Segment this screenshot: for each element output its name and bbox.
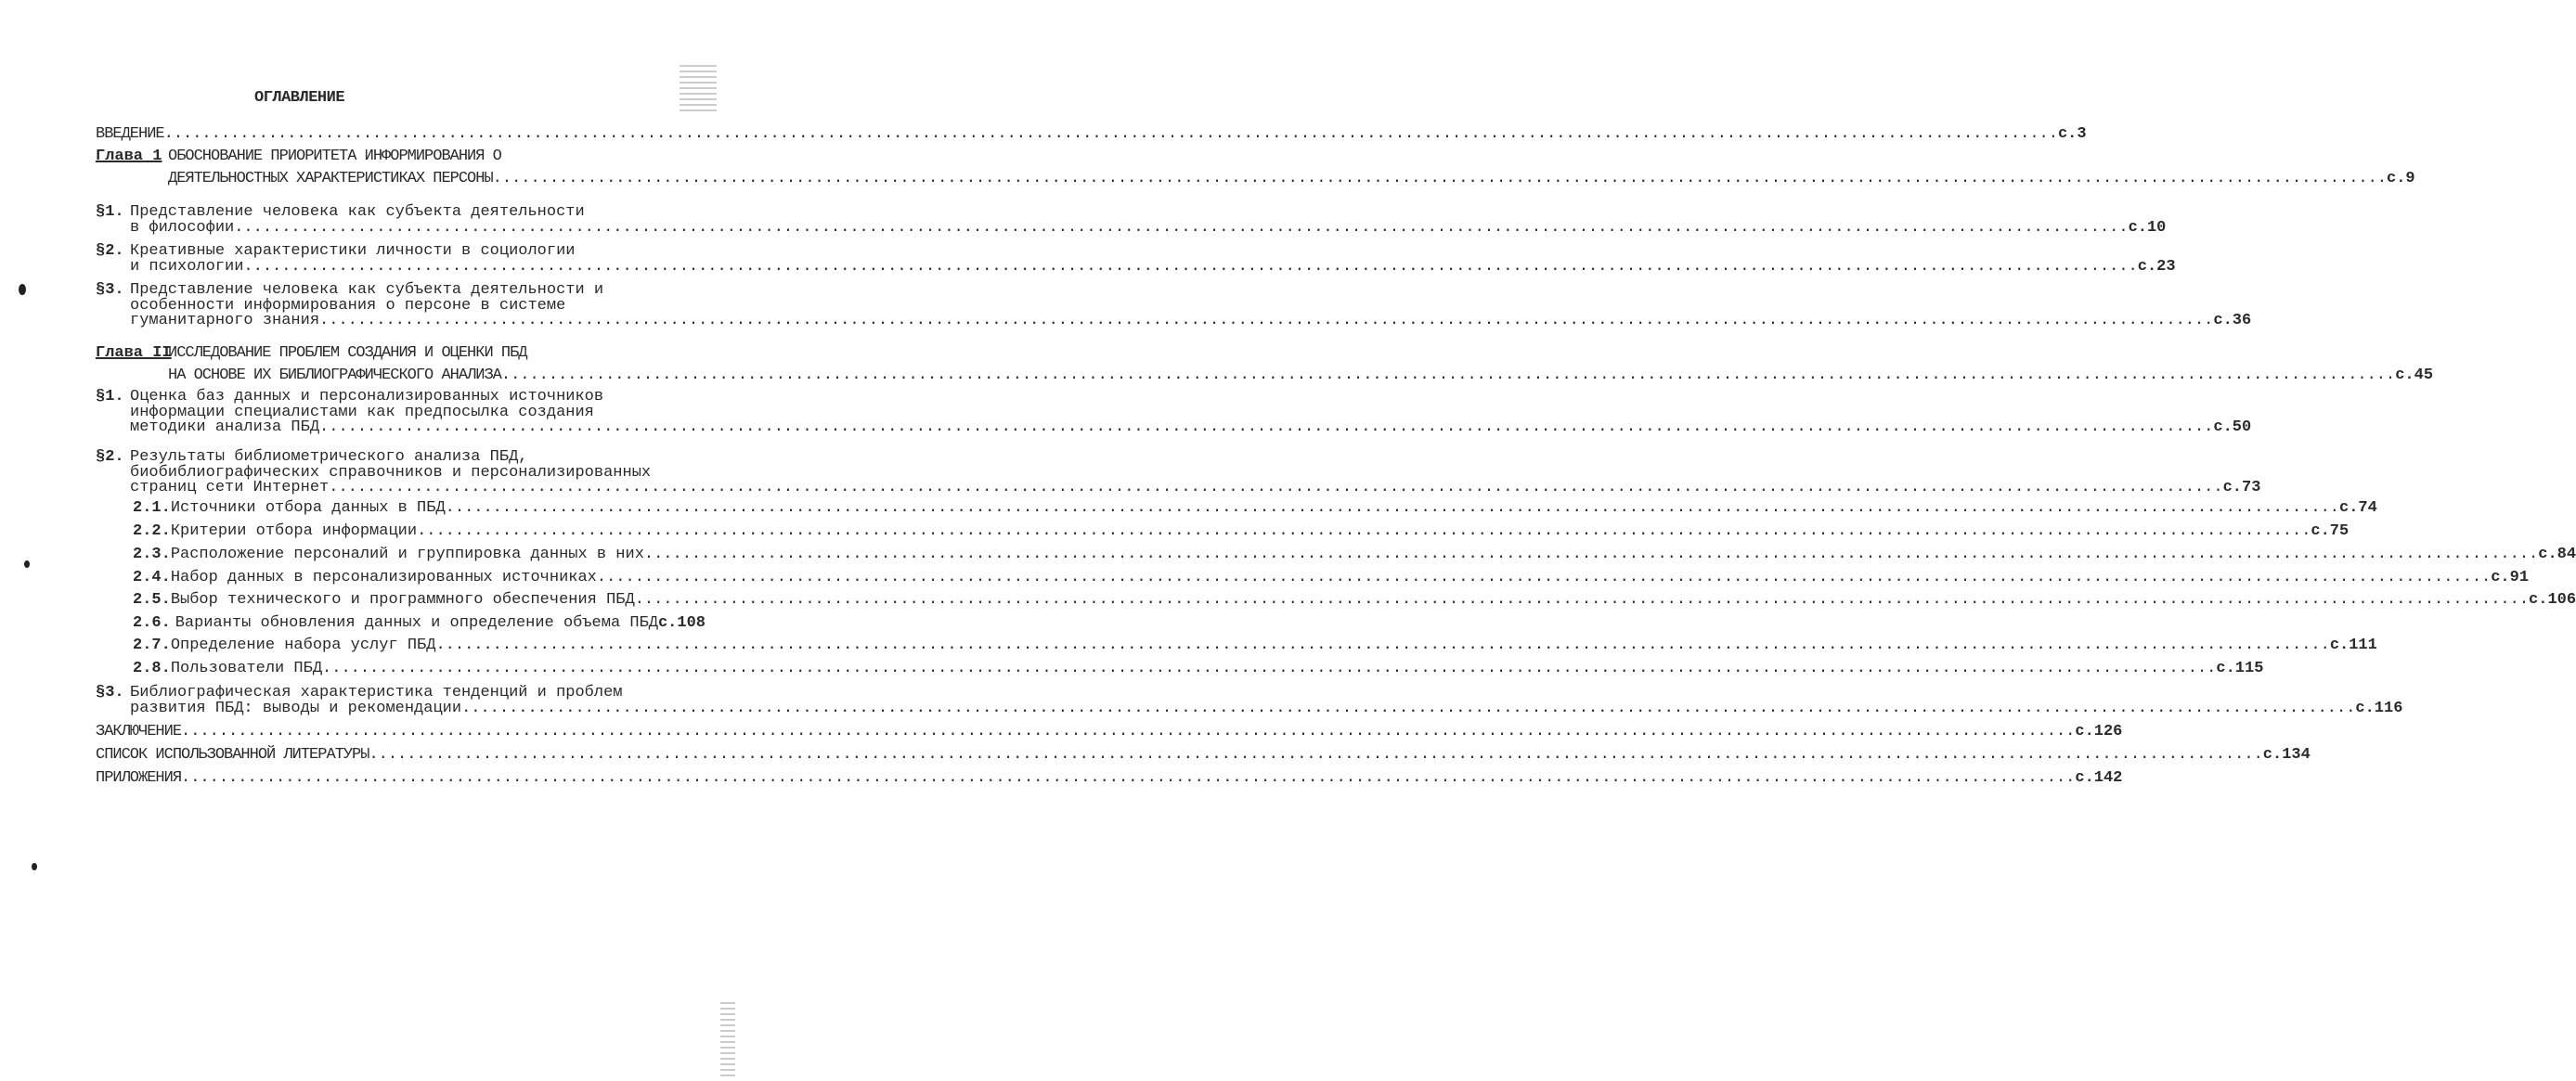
toc-entry-label: 2.4.: [133, 569, 171, 586]
toc-entry-text: в философии: [130, 218, 235, 237]
page-number: с.106: [2529, 591, 2576, 609]
toc-entry-label: §2.: [96, 242, 124, 260]
dot-leader: ........................................................................................................................................................................................................: [643, 546, 2539, 563]
page-number: с.74: [2339, 499, 2377, 517]
toc-entry-text: Варианты обновления данных и определение объема ПБД: [175, 614, 658, 632]
toc-entry: [133, 546, 2576, 563]
toc-entry-line: [96, 685, 705, 701]
dot-leader: ........................................................................................................................................................................................................: [461, 699, 2356, 717]
dot-leader: ........................................................................................................................................................................................................: [417, 522, 2311, 540]
toc-entry-line: [130, 465, 705, 481]
toc-entry-text: ИССЛЕДОВАНИЕ ПРОБЛЕМ СОЗДАНИЯ И ОЦЕНКИ ПБД: [168, 344, 527, 362]
toc-entry-label: 2.5.: [133, 591, 171, 609]
toc-entry: [133, 522, 2349, 540]
page-number: с.126: [2075, 723, 2123, 740]
toc-entry: [133, 615, 705, 631]
toc-entry-text: методики анализа ПБД: [130, 418, 320, 436]
page-number: с.115: [2216, 660, 2264, 677]
toc-entry-line: [96, 389, 705, 405]
page-number: с.45: [2395, 367, 2434, 384]
page-number: с.36: [2213, 312, 2252, 329]
toc-entry: [133, 660, 2264, 677]
toc-entry-text: Набор данных в персонализированных источниках: [170, 569, 597, 586]
toc-entry-text: и психологии: [130, 257, 244, 276]
page-number: с.91: [2491, 569, 2530, 586]
scan-noise: [720, 1002, 735, 1076]
toc-entry-label: 2.1.: [133, 499, 171, 517]
dot-leader: ........................................................................................................................................................................................................: [181, 723, 2076, 740]
toc-entry-text: ПРИЛОЖЕНИЯ: [96, 769, 182, 787]
toc-entry: [96, 125, 2087, 143]
toc-entry: [130, 257, 2176, 276]
toc-entry-label: 2.3.: [133, 546, 171, 563]
dot-leader: ........................................................................................................................................................................................................: [163, 125, 2058, 143]
page-number: с.73: [2222, 479, 2261, 496]
toc-entry: [168, 367, 2434, 384]
toc-entry-text: Определение набора услуг ПБД: [170, 637, 436, 654]
page-number: с.10: [2128, 218, 2167, 237]
toc-entry-label: Глава II: [96, 344, 172, 362]
toc-entry-line: [96, 204, 705, 220]
page-number: с.142: [2075, 769, 2123, 787]
toc-entry-text: Представление человека как субъекта деятельности и: [130, 281, 604, 299]
toc-entry-text: особенности информирования о персоне в системе: [130, 296, 566, 315]
dot-leader: ........................................................................................................................................................................................................: [500, 367, 2396, 384]
dot-leader: ........................................................................................................................................................................................................: [492, 170, 2388, 187]
page-number: с.111: [2329, 637, 2377, 654]
toc-entry-text: гуманитарного знания: [130, 312, 320, 329]
page-number: с.75: [2311, 522, 2349, 540]
toc-entry-line: [130, 405, 705, 420]
page-number: с.116: [2355, 699, 2403, 717]
scan-noise: [680, 65, 717, 111]
toc-entry-text: биобиблиографических справочников и персонализированных: [130, 463, 652, 482]
dot-leader: ........................................................................................................................................................................................................: [319, 418, 2214, 436]
toc-entry: [133, 499, 2377, 517]
toc-entry-text: ЗАКЛЮЧЕНИЕ: [96, 723, 182, 740]
toc-entry: [168, 170, 2415, 187]
toc-entry-text: ОБОСНОВАНИЕ ПРИОРИТЕТА ИНФОРМИРОВАНИЯ О: [168, 148, 501, 165]
toc-entry-text: ВВЕДЕНИЕ: [96, 125, 164, 143]
dot-leader: ........................................................................................................................................................................................................: [234, 218, 2129, 237]
toc-entry-text: Источники отбора данных в ПБД: [170, 499, 446, 517]
toc-entry: [130, 418, 2252, 436]
toc-entry-text: Креативные характеристики личности в социологии: [130, 242, 576, 260]
dot-leader: ........................................................................................................................................................................................................: [369, 746, 2263, 764]
toc-entry-text: Расположение персоналий и группировка данных в них: [170, 546, 644, 563]
toc-entry-text: Результаты библиометрического анализа ПБД,: [130, 448, 528, 466]
dot-leader: ........................................................................................................................................................................................................: [181, 769, 2076, 787]
toc-entry-line: [96, 449, 705, 465]
page-number: с.3: [2057, 125, 2087, 143]
dot-leader: ........................................................................................................................................................................................................: [634, 591, 2530, 609]
toc-entry-label: §1.: [96, 388, 124, 405]
toc-entry: [130, 699, 2403, 717]
toc-entry: [96, 746, 2311, 764]
toc-entry-label: §3.: [96, 684, 124, 701]
dot-leader: ........................................................................................................................................................................................................: [435, 637, 2330, 654]
toc-entry-text: информации специалистами как предпосылка создания: [130, 403, 594, 421]
toc-entry: [133, 591, 2576, 609]
page-number: с.84: [2538, 546, 2576, 563]
page-number: с.108: [657, 614, 705, 632]
toc-entry-text: ДЕЯТЕЛЬНОСТНЫХ ХАРАКТЕРИСТИКАХ ПЕРСОНЫ: [168, 170, 493, 187]
toc-entry-label: 2.7.: [133, 637, 171, 654]
page-number: с.50: [2213, 418, 2252, 436]
dot-leader: ........................................................................................................................................................................................................: [243, 257, 2138, 276]
page-number: с.23: [2137, 257, 2176, 276]
toc-entry: [130, 312, 2252, 329]
toc-entry-label: 2.6.: [133, 614, 171, 632]
toc-entry-text: Представление человека как субъекта деятельности: [130, 203, 585, 221]
toc-entry-text: НА ОСНОВЕ ИХ БИБЛИОГРАФИЧЕСКОГО АНАЛИЗА: [168, 367, 501, 384]
toc-entry: [96, 723, 2123, 740]
page-number: с.9: [2387, 170, 2415, 187]
dot-leader: ........................................................................................................................................................................................................: [329, 479, 2223, 496]
scan-speck: [19, 284, 26, 295]
toc-entry-label: §2.: [96, 448, 124, 466]
dot-leader: ........................................................................................................................................................................................................: [319, 312, 2214, 329]
toc-entry: [130, 479, 2261, 496]
toc-entry: [130, 218, 2167, 237]
toc-entry-label: 2.2.: [133, 522, 171, 540]
toc-entry-text: Выбор технического и программного обеспечения ПБД: [170, 591, 635, 609]
scan-speck: [24, 560, 30, 568]
toc-entry-text: Библиографическая характеристика тенденций и проблем: [130, 684, 623, 701]
dot-leader: ........................................................................................................................................................................................................: [445, 499, 2340, 517]
toc-entry-label: 2.8.: [133, 660, 171, 677]
toc-entry-text: Критерии отбора информации: [170, 522, 418, 540]
toc-entry-text: Пользователи ПБД: [170, 660, 323, 677]
toc-entry: [133, 569, 2530, 586]
toc-entry-label: §1.: [96, 203, 124, 221]
toc-entry-line: [130, 298, 705, 314]
scan-speck: [32, 863, 37, 870]
toc-entry-line: [96, 282, 705, 298]
page-number: с.134: [2262, 746, 2311, 764]
toc-entry: [133, 637, 2377, 654]
toc-entry-text: Оценка баз данных и персонализированных источников: [130, 388, 604, 405]
toc-entry-line: [96, 148, 705, 164]
toc-entry-label: §3.: [96, 281, 124, 299]
dot-leader: ........................................................................................................................................................................................................: [596, 569, 2492, 586]
toc-entry-text: развития ПБД: выводы и рекомендации: [130, 699, 462, 717]
page-title: ОГЛАВЛЕНИЕ: [254, 89, 345, 107]
toc-entry: [96, 769, 2123, 787]
toc-entry-label: Глава 1: [96, 148, 162, 165]
toc-entry-line: [96, 345, 705, 361]
dot-leader: ........................................................................................................................................................................................................: [322, 660, 2217, 677]
toc-entry-line: [96, 243, 705, 259]
toc-entry-text: страниц сети Интернет: [130, 479, 330, 496]
toc-entry-text: СПИСОК ИСПОЛЬЗОВАННОЙ ЛИТЕРАТУРЫ: [96, 746, 369, 764]
